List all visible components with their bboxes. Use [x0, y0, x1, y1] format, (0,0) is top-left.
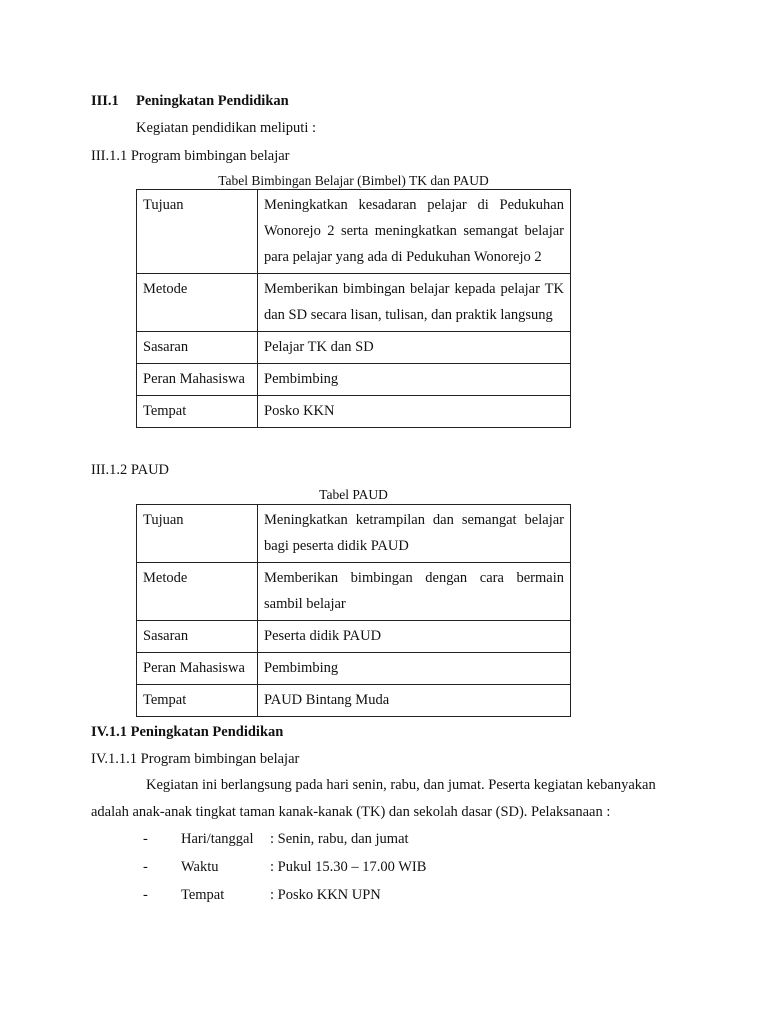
row-value: Posko KKN [258, 396, 571, 428]
schedule-value: : Senin, rabu, dan jumat [270, 831, 409, 847]
table-row [137, 274, 571, 332]
table-paud [136, 504, 571, 717]
row-label: Peran Mahasiswa [137, 653, 258, 685]
table-row [137, 505, 571, 563]
row-value: Pembimbing [258, 653, 571, 685]
paragraph-line: Kegiatan ini berlangsung pada hari senin, rabu, dan jumat. Peserta kegiatan kebanyakan [146, 777, 656, 793]
row-value: Peserta didik PAUD [258, 621, 571, 653]
row-label: Sasaran [137, 332, 258, 364]
row-value: Memberikan bimbingan dengan cara bermain sambil belajar [258, 563, 571, 621]
row-label: Sasaran [137, 621, 258, 653]
section-title: Peningkatan Pendidikan [136, 93, 289, 109]
section-number: III.1 [91, 93, 119, 109]
table-row [137, 563, 571, 621]
subsection-heading-paud: III.1.2 PAUD [91, 462, 170, 478]
row-value: Pelajar TK dan SD [258, 332, 571, 364]
intro-text: Kegiatan pendidikan meliputi : [136, 120, 316, 136]
subsection-heading-bimbel: III.1.1 Program bimbingan belajar [91, 148, 290, 164]
subsection-heading-iv: IV.1.1.1 Program bimbingan belajar [91, 751, 300, 767]
schedule-label: Waktu [181, 859, 219, 875]
table-caption-paud: Tabel PAUD [319, 487, 388, 502]
schedule-label: Tempat [181, 887, 225, 903]
table-row [137, 621, 571, 653]
row-value: PAUD Bintang Muda [258, 685, 571, 717]
row-value: Meningkatkan ketrampilan dan semangat belajar bagi peserta didik PAUD [258, 505, 571, 563]
table-row [137, 332, 571, 364]
dash-marker: - [143, 831, 148, 847]
schedule-label: Hari/tanggal [181, 831, 254, 847]
table-row [137, 190, 571, 274]
paragraph-line: adalah anak-anak tingkat taman kanak-kanak (TK) dan sekolah dasar (SD). Pelaksanaan : [91, 804, 611, 820]
row-label: Tempat [137, 396, 258, 428]
table-row [137, 364, 571, 396]
row-label: Tujuan [137, 505, 258, 563]
table-row [137, 396, 571, 428]
dash-marker: - [143, 887, 148, 903]
row-value: Pembimbing [258, 364, 571, 396]
row-value: Memberikan bimbingan belajar kepada pelajar TK dan SD secara lisan, tulisan, dan praktik langsung [258, 274, 571, 332]
row-label: Tujuan [137, 190, 258, 274]
row-label: Tempat [137, 685, 258, 717]
row-value: Meningkatkan kesadaran pelajar di Pedukuhan Wonorejo 2 serta meningkatkan semangat belajar para pelajar yang ada di Pedukuhan Wonorejo 2 [258, 190, 571, 274]
row-label: Metode [137, 563, 258, 621]
dash-marker: - [143, 859, 148, 875]
schedule-value: : Pukul 15.30 – 17.00 WIB [270, 859, 427, 875]
row-label: Metode [137, 274, 258, 332]
table-row [137, 653, 571, 685]
table-bimbel [136, 189, 571, 428]
row-label: Peran Mahasiswa [137, 364, 258, 396]
schedule-value: : Posko KKN UPN [270, 887, 381, 903]
table-caption-bimbel: Tabel Bimbingan Belajar (Bimbel) TK dan PAUD [218, 173, 489, 188]
section-heading-iv: IV.1.1 Peningkatan Pendidikan [91, 724, 284, 740]
table-row [137, 685, 571, 717]
